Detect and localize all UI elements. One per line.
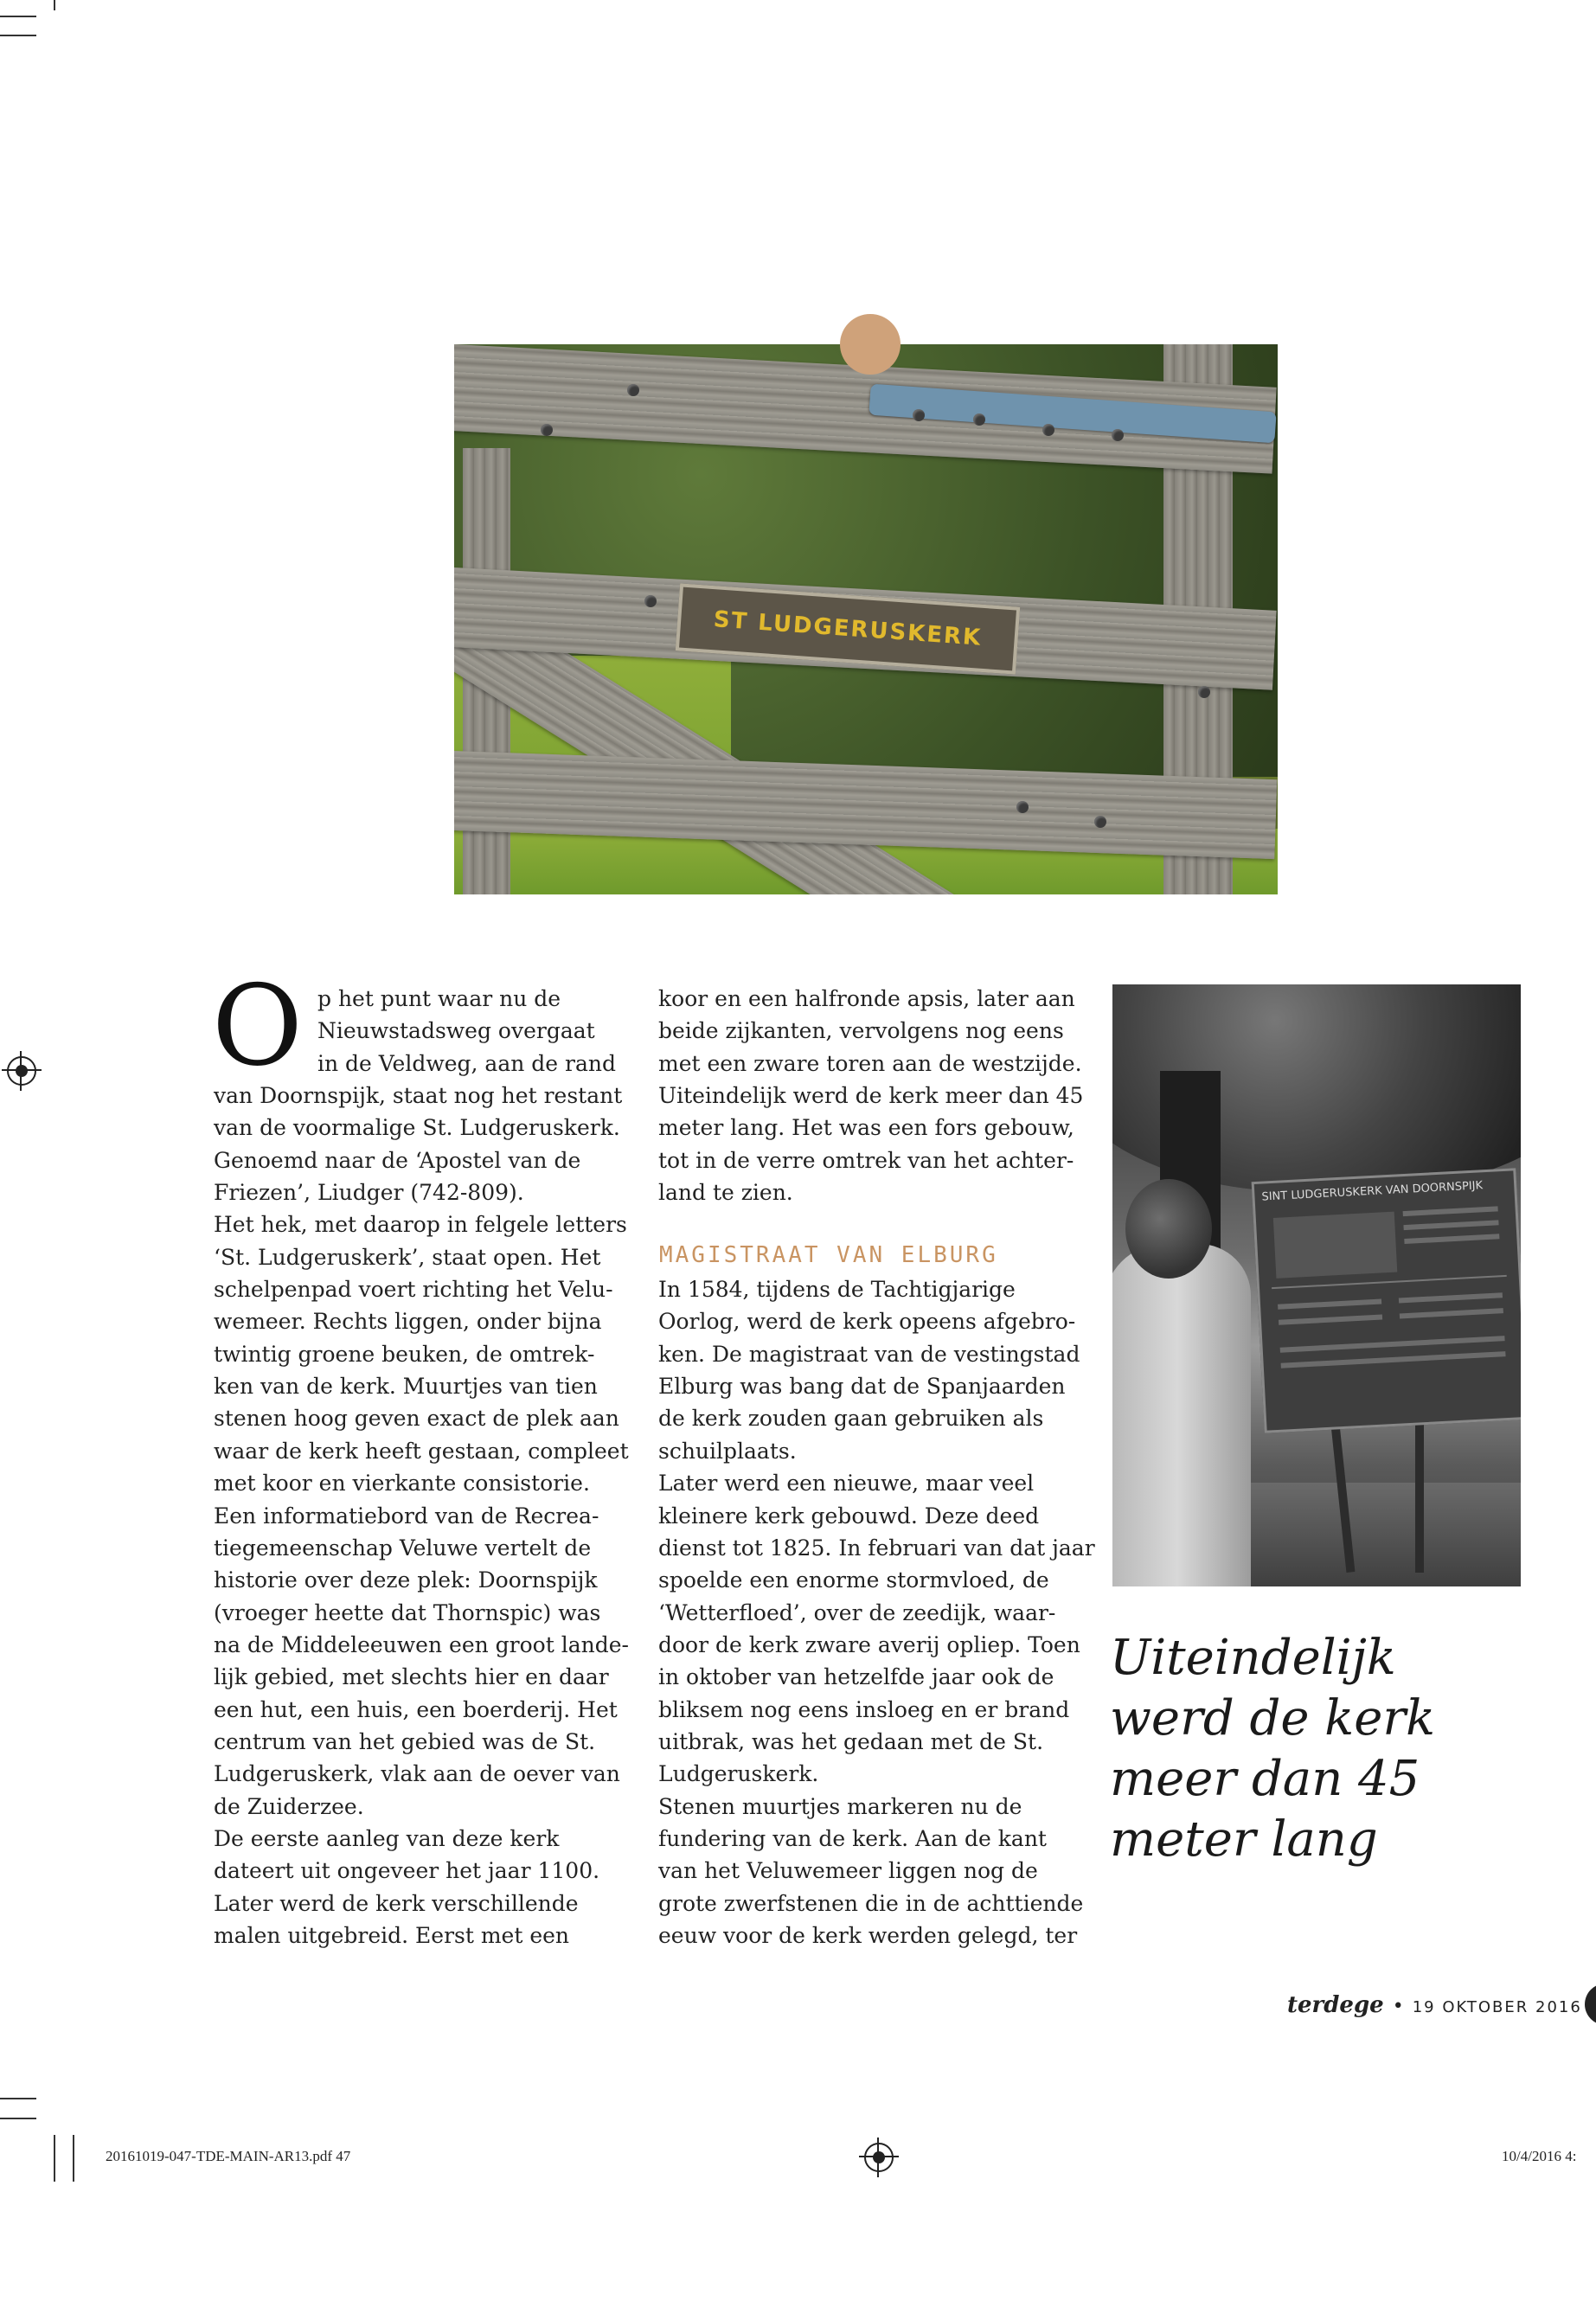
text-line: koor en een halfronde apsis, later aan (658, 986, 1075, 1011)
text-line: door de kerk zware averij opliep. Toen (658, 1631, 1080, 1657)
text-line: met een zware toren aan de westzijde. (658, 1050, 1082, 1076)
text-line: schelpenpad voert richting het Velu- (214, 1277, 613, 1303)
text-line: Nieuwstadsweg overgaat (317, 1018, 595, 1044)
board-text-block (1403, 1220, 1498, 1230)
text-line: centrum van het gebied was de St. (214, 1728, 596, 1754)
text-line: na de Middeleeuwen een groot lande- (214, 1631, 629, 1657)
bolt (1042, 424, 1054, 436)
board-text-block (1279, 1315, 1382, 1325)
text-line: in oktober van hetzelfde jaar ook de (658, 1664, 1054, 1690)
text-line: een hut, een huis, een boerderij. Het (214, 1696, 618, 1722)
gate-photo (454, 344, 1278, 894)
crop-mark (0, 35, 36, 36)
board-plan (1273, 1212, 1397, 1279)
info-board (1252, 1168, 1521, 1433)
text-line: waar de kerk heeft gestaan, compleet (214, 1438, 629, 1464)
article-column-2 (658, 983, 1095, 1952)
text-line: Later werd de kerk verschillende (214, 1890, 579, 1916)
bolt (973, 413, 985, 426)
bolt (644, 595, 657, 607)
text-line: wemeer. Rechts liggen, onder bijna (214, 1309, 602, 1335)
board-text-block (1280, 1336, 1505, 1353)
board-text-block (1399, 1292, 1503, 1303)
bolt (1016, 801, 1029, 813)
text-line: Elburg was bang dat de Spanjaarden (658, 1374, 1066, 1400)
crop-mark (73, 2135, 74, 2182)
gate-sign: ST LUDGERUSKERK (676, 583, 1020, 674)
board-text-block (1403, 1206, 1498, 1216)
crop-mark (0, 2118, 36, 2119)
text-line: Friezen’, Liudger (742-809). (214, 1180, 524, 1206)
text-line: Stenen muurtjes markeren nu de (658, 1793, 1022, 1819)
pull-quote (1110, 1628, 1473, 1870)
text-line: bliksem nog eens insloeg en er brand (658, 1696, 1070, 1722)
text-line: van Doornspijk, staat nog het restant (214, 1083, 623, 1109)
decorative-dot (840, 314, 901, 375)
text-line: land te zien. (658, 1180, 793, 1206)
bolt (1094, 816, 1106, 828)
text-line: In 1584, tijdens de Tachtigjarige (658, 1277, 1016, 1303)
info-board-title: SINT LUDGERUSKERK VAN DOORNSPIJK (1261, 1179, 1484, 1204)
pull-quote-line: meter lang (1110, 1811, 1378, 1868)
text-line: ken van de kerk. Muurtjes van tien (214, 1374, 598, 1400)
board-text-block (1400, 1308, 1503, 1318)
text-line: grote zwerfstenen die in de achttiende (658, 1890, 1084, 1916)
registration-mark-icon (7, 1056, 36, 1086)
text-line: met koor en vierkante consistorie. (214, 1471, 590, 1497)
text-line: meter lang. Het was een fors gebouw, (658, 1115, 1074, 1141)
text-line: beide zijkanten, vervolgens nog eens (658, 1018, 1064, 1044)
text-line: fundering van de kerk. Aan de kant (658, 1825, 1047, 1851)
person-head (1125, 1179, 1212, 1279)
text-line: Ludgeruskerk, vlak aan de oever van (214, 1761, 620, 1787)
text-line: malen uitgebreid. Eerst met een (214, 1922, 570, 1948)
bolt (1112, 429, 1124, 441)
text-line: de kerk zouden gaan gebruiken als (658, 1406, 1044, 1432)
text-line: eeuw voor de kerk werden gelegd, ter (658, 1922, 1078, 1948)
text-line: ken. De magistraat van de vestingstad (658, 1341, 1080, 1367)
text-line: van het Veluwemeer liggen nog de (658, 1858, 1038, 1884)
text-line: van de voormalige St. Ludgeruskerk. (214, 1115, 620, 1141)
text-line: twintig groene beuken, de omtrek- (214, 1341, 595, 1367)
board-text-block (1404, 1234, 1499, 1244)
text-line: Het hek, met daarop in felgele letters (214, 1212, 627, 1238)
spacer (658, 1208, 1082, 1240)
text-line: dateert uit ongeveer het jaar 1100. (214, 1858, 600, 1884)
text-line: Uiteindelijk werd de kerk meer dan 45 (658, 1083, 1084, 1109)
pull-quote-line: meer dan 45 (1110, 1751, 1420, 1807)
text-line: spoelde een enorme stormvloed, de (658, 1567, 1049, 1593)
text-line: de Zuiderzee. (214, 1793, 364, 1819)
page-number-tab (1585, 1984, 1596, 2025)
text-line: p het punt waar nu de (317, 986, 561, 1011)
text-line: in de Veldweg, aan de rand (317, 1050, 616, 1076)
text-line: historie over deze plek: Doornspijk (214, 1567, 598, 1593)
drop-cap: O (212, 962, 303, 1091)
info-board-photo (1112, 984, 1521, 1586)
text-line: tiegemeenschap Veluwe vertelt de (214, 1535, 592, 1561)
print-slug-file: 20161019-047-TDE-MAIN-AR13.pdf 47 (106, 2148, 351, 2164)
bolt (627, 384, 639, 396)
text-line: stenen hoog geven exact de plek aan (214, 1406, 619, 1432)
board-text-block (1278, 1299, 1381, 1310)
text-line: (vroeger heette dat Thornspic) was (214, 1599, 601, 1625)
crop-mark (54, 0, 55, 10)
text-line: Later werd een nieuwe, maar veel (658, 1471, 1035, 1497)
crop-mark (0, 2098, 36, 2099)
pull-quote-line: Uiteindelijk (1110, 1630, 1396, 1686)
text-line: ‘Wetterfloed’, over de zeedijk, waar- (658, 1599, 1056, 1625)
text-line: Oorlog, werd de kerk opeens afgebro- (658, 1309, 1076, 1335)
text-line: ‘St. Ludgeruskerk’, staat open. Het (214, 1244, 601, 1270)
board-rule (1272, 1275, 1507, 1289)
article-column-1 (214, 983, 629, 1952)
person (1112, 1244, 1251, 1586)
bolt (913, 409, 925, 421)
bolt (1198, 686, 1210, 698)
page-footer (1287, 1992, 1582, 2018)
section-subhead: MAGISTRAAT VAN ELBURG (659, 1242, 998, 1268)
text-line: Een informatiebord van de Recrea- (214, 1503, 599, 1529)
bolt (541, 424, 553, 436)
registration-mark-icon (864, 2143, 894, 2172)
board-text-block (1281, 1351, 1506, 1368)
text-line: uitbrak, was het gedaan met de St. (658, 1728, 1044, 1754)
print-slug-date: 10/4/2016 4: (1502, 2148, 1577, 2164)
pull-quote-line: werd de kerk (1110, 1690, 1436, 1747)
text-line: Ludgeruskerk. (658, 1761, 819, 1787)
board-leg (1415, 1400, 1424, 1573)
text-line: schuilplaats. (658, 1438, 797, 1464)
text-line: dienst tot 1825. In februari van dat jaar (658, 1535, 1095, 1561)
text-line: De eerste aanleg van deze kerk (214, 1825, 560, 1851)
text-line: lijk gebied, met slechts hier en daar (214, 1664, 609, 1690)
crop-mark (54, 2135, 55, 2182)
text-line: kleinere kerk gebouwd. Deze deed (658, 1503, 1040, 1529)
footer-separator: • (1392, 1996, 1404, 2017)
text-line: tot in de verre omtrek van het achter- (658, 1147, 1074, 1173)
issue-date: 19 OKTOBER 2016 (1412, 1998, 1582, 2016)
magazine-brand: terdege (1287, 1992, 1384, 2018)
crop-mark (0, 16, 36, 17)
text-line: Genoemd naar de ‘Apostel van de (214, 1147, 581, 1173)
